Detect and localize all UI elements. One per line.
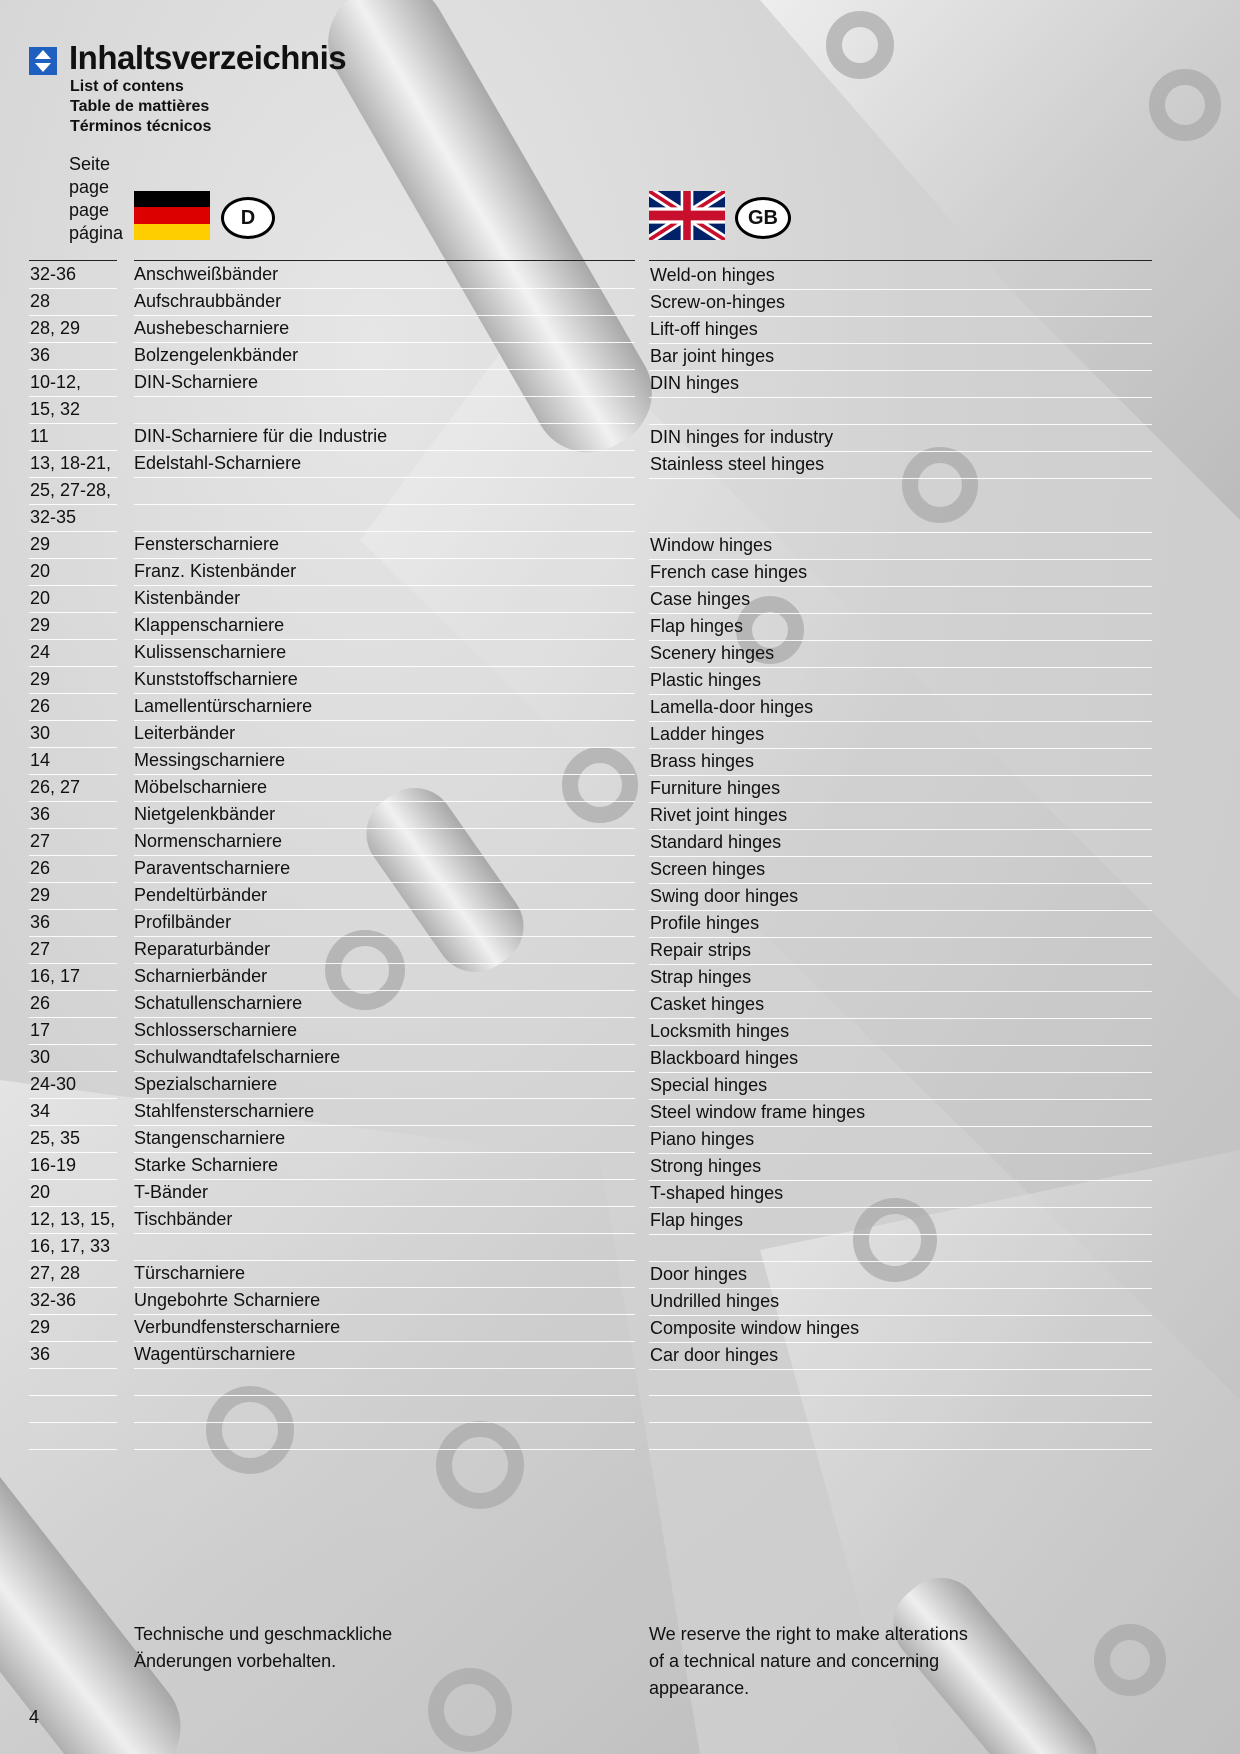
page-label: Seite xyxy=(69,154,111,174)
entry-english-term: Case hinges xyxy=(650,589,751,609)
entry-pages: 26, 27 xyxy=(30,777,81,797)
page-label: page xyxy=(69,177,110,197)
row-rule xyxy=(134,1233,635,1234)
entry-pages: 27 xyxy=(30,831,51,851)
entry-english-term: Furniture hinges xyxy=(650,778,781,798)
entry-german-term: Edelstahl-Scharniere xyxy=(134,453,302,473)
page-label: página xyxy=(69,223,124,243)
disclaimer-line: Technische und geschmackliche xyxy=(134,1624,393,1644)
entry-pages: 36 xyxy=(30,345,51,365)
row-rule xyxy=(134,396,635,397)
entry-pages: 26 xyxy=(30,858,51,878)
entry-german-term: Verbundfensterscharniere xyxy=(134,1317,341,1337)
entry-german-term: DIN-Scharniere für die Industrie xyxy=(134,426,388,446)
entry-german-term: Scharnierbänder xyxy=(134,966,268,986)
entry-english-term: Piano hinges xyxy=(650,1129,755,1149)
disclaimer-german xyxy=(134,1621,392,1675)
entry-german-term: Messingscharniere xyxy=(134,750,286,770)
entry-german-term: Kistenbänder xyxy=(134,588,241,608)
entry-pages: 28, 29 xyxy=(30,318,81,338)
row-rule xyxy=(649,1369,1152,1370)
entry-german-term: Starke Scharniere xyxy=(134,1155,279,1175)
entry-german-term: Kunststoffscharniere xyxy=(134,669,298,689)
row-rule xyxy=(29,1368,117,1369)
entry-german-term: Fensterscharniere xyxy=(134,534,280,554)
entry-german-term: Aushebescharniere xyxy=(134,318,290,338)
entry-pages: 16-19 xyxy=(30,1155,77,1175)
entry-pages: 24 xyxy=(30,642,51,662)
subtitle-english: List of contens xyxy=(70,78,184,95)
entry-english-term: Profile hinges xyxy=(650,913,760,933)
entry-english-term: Screen hinges xyxy=(650,859,766,879)
entry-pages: 28 xyxy=(30,291,51,311)
entry-english-term: Bar joint hinges xyxy=(650,346,775,366)
entry-pages: 36 xyxy=(30,1344,51,1364)
entry-german-term: Tischbänder xyxy=(134,1209,233,1229)
page-label: page xyxy=(69,200,110,220)
entry-german-term: Schlosserscharniere xyxy=(134,1020,298,1040)
entry-pages: 36 xyxy=(30,804,51,824)
german-flag-icon xyxy=(134,191,210,240)
entry-pages: 36 xyxy=(30,912,51,932)
entry-german-term: Normenscharniere xyxy=(134,831,283,851)
entry-german-term: Klappenscharniere xyxy=(134,615,285,635)
entry-german-term: Bolzengelenkbänder xyxy=(134,345,299,365)
entry-german-term: Paraventscharniere xyxy=(134,858,291,878)
entry-english-term: Weld-on hinges xyxy=(650,265,775,285)
entry-german-term: Türscharniere xyxy=(134,1263,246,1283)
page-title: Inhaltsverzeichnis xyxy=(69,39,347,76)
entry-pages: 32-36 xyxy=(30,1290,77,1310)
entry-english-term: Brass hinges xyxy=(650,751,755,771)
entry-pages: 27, 28 xyxy=(30,1263,81,1283)
entry-pages: 30 xyxy=(30,723,51,743)
entry-english-term: Locksmith hinges xyxy=(650,1021,790,1041)
entry-english-term: Stainless steel hinges xyxy=(650,454,825,474)
entry-pages: 12, 13, 15, xyxy=(30,1209,116,1229)
disclaimer-line: appearance. xyxy=(649,1678,750,1698)
disclaimer-line: of a technical nature and concerning xyxy=(649,1651,940,1671)
entry-english-term: Casket hinges xyxy=(650,994,765,1014)
entry-german-term: Aufschraubbänder xyxy=(134,291,282,311)
entry-english-term: Composite window hinges xyxy=(650,1318,860,1338)
row-rule xyxy=(134,477,635,478)
entry-pages: 16, 17 xyxy=(30,966,81,986)
entry-english-term: Screw-on-hinges xyxy=(650,292,786,312)
empty-row-rule xyxy=(134,1449,635,1450)
entry-german-term: T-Bänder xyxy=(134,1182,209,1202)
entry-german-term: Anschweißbänder xyxy=(134,264,279,284)
entry-pages: 11 xyxy=(30,426,49,446)
entry-english-term: Flap hinges xyxy=(650,1210,744,1230)
subtitle-spanish: Términos técnicos xyxy=(70,118,212,135)
disclaimer-line: We reserve the right to make alterations xyxy=(649,1624,968,1644)
uk-flag-icon xyxy=(649,191,725,240)
country-code-gb: GB xyxy=(735,197,791,239)
entry-english-term: Scenery hinges xyxy=(650,643,775,663)
entry-german-term: Kulissenscharniere xyxy=(134,642,287,662)
entry-pages: 29 xyxy=(30,534,51,554)
entry-english-term: Swing door hinges xyxy=(650,886,799,906)
entry-german-term: Schatullenscharniere xyxy=(134,993,303,1013)
entry-pages: 13, 18-21, xyxy=(30,453,112,473)
entry-english-term: DIN hinges for industry xyxy=(650,427,834,447)
entry-german-term: Wagentürscharniere xyxy=(134,1344,296,1364)
disclaimer-english xyxy=(649,1621,968,1702)
entry-pages: 14 xyxy=(30,750,51,770)
entry-english-term: Car door hinges xyxy=(650,1345,779,1365)
empty-row-rule xyxy=(134,1422,635,1423)
entry-english-term: Ladder hinges xyxy=(650,724,765,744)
page-number: 4 xyxy=(29,1707,40,1727)
entry-pages: 26 xyxy=(30,696,51,716)
row-rule xyxy=(134,504,635,505)
entry-english-term: Steel window frame hinges xyxy=(650,1102,866,1122)
row-rule xyxy=(649,397,1152,398)
entry-pages: 32-36 xyxy=(30,264,77,284)
entry-pages: 20 xyxy=(30,561,51,581)
page-column-labels xyxy=(69,153,123,245)
entry-german-term: Reparaturbänder xyxy=(134,939,271,959)
row-rule xyxy=(134,1368,635,1369)
disclaimer-line: Änderungen vorbehalten. xyxy=(134,1651,337,1671)
entry-pages: 27 xyxy=(30,939,51,959)
empty-row-rule xyxy=(649,1449,1152,1450)
column-header-rule xyxy=(649,260,1152,261)
entry-pages: 34 xyxy=(30,1101,51,1121)
subtitle-french: Table de mattières xyxy=(70,98,210,115)
entry-english-term: Window hinges xyxy=(650,535,773,555)
entry-english-term: Door hinges xyxy=(650,1264,748,1284)
entry-english-term: Undrilled hinges xyxy=(650,1291,780,1311)
entry-pages: 30 xyxy=(30,1047,51,1067)
empty-row-rule xyxy=(29,1449,117,1450)
entry-pages: 25, 35 xyxy=(30,1128,81,1148)
entry-german-term: Möbelscharniere xyxy=(134,777,268,797)
row-rule xyxy=(649,1234,1152,1235)
entry-english-term: Strap hinges xyxy=(650,967,752,987)
page-subtitles xyxy=(70,77,211,137)
empty-row-rule xyxy=(649,1422,1152,1423)
entry-english-term: Strong hinges xyxy=(650,1156,762,1176)
entry-german-term: Nietgelenkbänder xyxy=(134,804,276,824)
entry-pages: 26 xyxy=(30,993,51,1013)
entry-english-term: French case hinges xyxy=(650,562,808,582)
brand-logo-icon xyxy=(29,47,57,75)
entry-pages: 16, 17, 33 xyxy=(30,1236,111,1256)
entry-german-term: DIN-Scharniere xyxy=(134,372,259,392)
empty-row-rule xyxy=(649,1395,1152,1396)
entry-english-term: Lamella-door hinges xyxy=(650,697,814,717)
entry-english-term: DIN hinges xyxy=(650,373,740,393)
entry-pages: 29 xyxy=(30,615,51,635)
entry-pages: 15, 32 xyxy=(30,399,81,419)
entry-german-term: Leiterbänder xyxy=(134,723,236,743)
entry-english-term: Standard hinges xyxy=(650,832,782,852)
empty-row-rule xyxy=(29,1422,117,1423)
entry-english-term: Rivet joint hinges xyxy=(650,805,788,825)
entry-german-term: Schulwandtafelscharniere xyxy=(134,1047,341,1067)
entry-english-term: Lift-off hinges xyxy=(650,319,758,339)
entry-english-term: Blackboard hinges xyxy=(650,1048,799,1068)
entry-german-term: Stahlfensterscharniere xyxy=(134,1101,315,1121)
entry-german-term: Franz. Kistenbänder xyxy=(134,561,297,581)
entry-english-term: Special hinges xyxy=(650,1075,768,1095)
entry-german-term: Ungebohrte Scharniere xyxy=(134,1290,321,1310)
entry-english-term: Flap hinges xyxy=(650,616,744,636)
entry-german-term: Profilbänder xyxy=(134,912,232,932)
country-code-d: D xyxy=(221,197,275,239)
entry-pages: 32-35 xyxy=(30,507,77,527)
row-rule xyxy=(649,478,1152,479)
empty-row-rule xyxy=(29,1395,117,1396)
entry-english-term: Repair strips xyxy=(650,940,752,960)
entry-pages: 20 xyxy=(30,588,51,608)
entry-english-term: T-shaped hinges xyxy=(650,1183,784,1203)
entry-pages: 20 xyxy=(30,1182,51,1202)
entry-german-term: Spezialscharniere xyxy=(134,1074,278,1094)
empty-row-rule xyxy=(134,1395,635,1396)
entry-german-term: Pendeltürbänder xyxy=(134,885,268,905)
entry-pages: 25, 27-28, xyxy=(30,480,112,500)
entry-pages: 29 xyxy=(30,885,51,905)
entry-german-term: Stangenscharniere xyxy=(134,1128,286,1148)
entry-pages: 24-30 xyxy=(30,1074,77,1094)
entry-pages: 29 xyxy=(30,1317,51,1337)
entry-pages: 17 xyxy=(30,1020,51,1040)
row-rule xyxy=(134,1179,635,1180)
entry-pages: 29 xyxy=(30,669,51,689)
entry-english-term: Plastic hinges xyxy=(650,670,762,690)
entry-german-term: Lamellentürscharniere xyxy=(134,696,313,716)
entry-pages: 10-12, xyxy=(30,372,82,392)
